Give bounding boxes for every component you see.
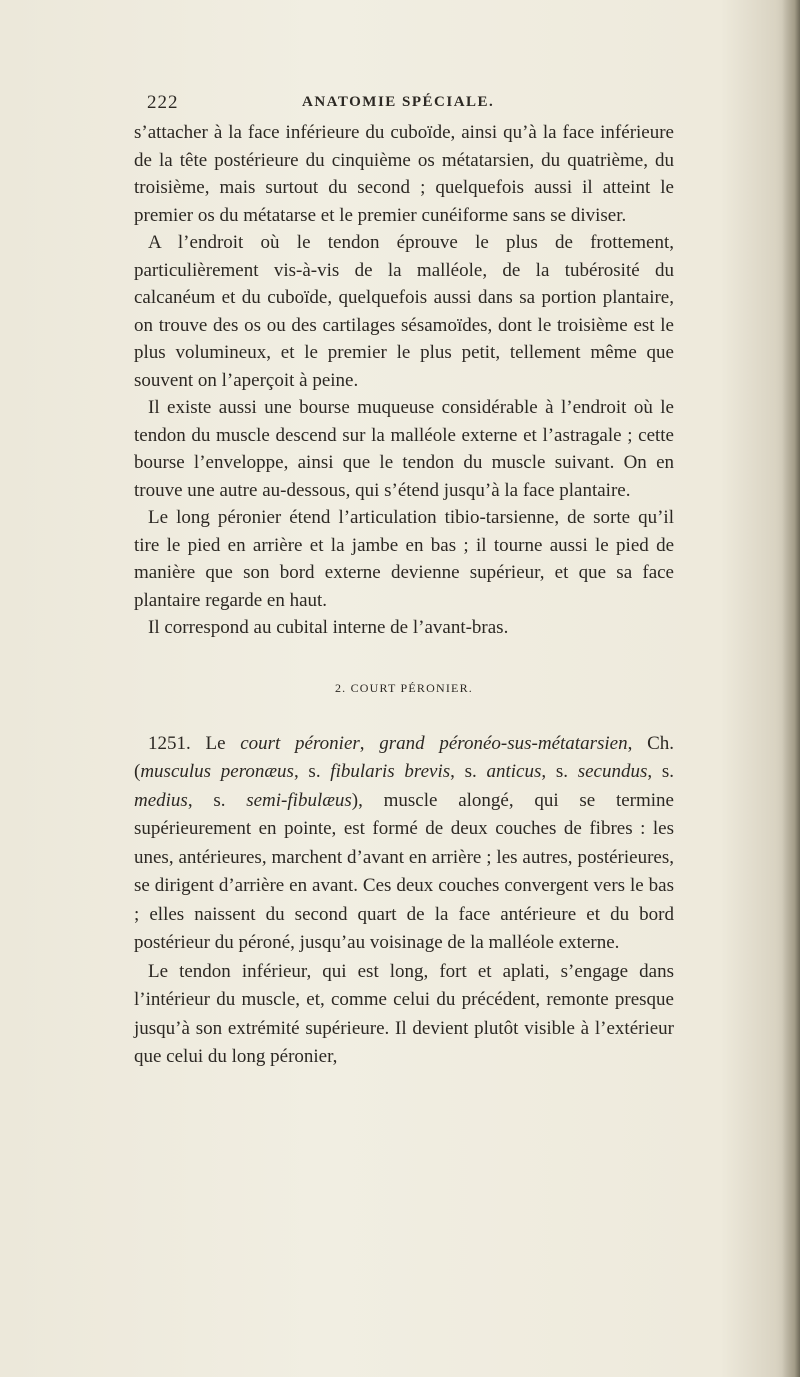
text-run: , s. (293, 761, 331, 782)
latin-name: anticus (486, 761, 542, 782)
text-run: , s. (187, 789, 247, 811)
running-head: ANATOMIE SPÉCIALE. (302, 94, 495, 110)
text-run: ), muscle alongé, qui se termine supérieurement en pointe, est formé de deux couches de fibres : les unes, antérieures, marchent d’avant en arrière ; les autres, postérieures, se dirigent d’arrière en avant. Ces deux couches convergent vers le bas ; elles naissent du second quart de la face antérieure et du bord postérieur du péroné, jusqu’au voisinage de la malléole externe. (134, 789, 674, 953)
latin-name: secundus (577, 761, 648, 782)
muscle-synonym: grand péronéo-sus-métatarsien (379, 732, 628, 754)
article-number: 1251. (148, 732, 191, 754)
text-run: , s. (450, 761, 487, 782)
paragraph: Il existe aussi une bourse muqueuse considérable à l’endroit où le tendon du muscle descend sur la malléole externe et l’astragale ; cette bourse l’enveloppe, ainsi que le tendon du muscle suivant. On en trouve une autre au-dessous, qui s’étend jusqu’à la face plantaire. (134, 397, 674, 501)
paragraph: A l’endroit où le tendon éprouve le plus de frottement, particulièrement vis-à-vis de la malléole, de la tubérosité du calcanéum et du cuboïde, quelquefois aussi dans sa portion plantaire, on trouve des os ou des cartilages sésamoïdes, dont le troisième est le plus volumineux, et le premier le plus petit, tellement même que souvent on l’aperçoit à peine. (134, 232, 674, 391)
text-run: Le (205, 732, 226, 754)
section-2 (134, 730, 674, 1072)
latin-name: fibularis brevis (330, 761, 451, 782)
paragraph: s’attacher à la face inférieure du cuboïde, ainsi qu’à la face inférieure de la tête postérieure du cinquième os métatarsien, du quatrième, du troisième, mais surtout du second ; quelquefois aussi il atteint le premier os du métatarse et le premier cunéiforme sans se diviser. (134, 122, 674, 226)
body-text (134, 119, 674, 1072)
section-paragraph: Le tendon inférieur, qui est long, fort et aplati, s’engage dans l’intérieur du muscle, et, comme celui du précédent, remonte presque jusqu’à son extrémité supérieure. Il devient plutôt visible à l’extérieur que celui du long péronier, (134, 960, 674, 1067)
paragraph: Le long péronier étend l’articulation tibio-tarsienne, de sorte qu’il tire le pied en arrière et la jambe en bas ; il tourne aussi le pied de manière que son bord externe devienne supérieur, et que sa face plantaire regarde en haut. (134, 507, 674, 611)
text-run: , s. (647, 761, 674, 782)
text-run: , Ch. ( (134, 732, 674, 782)
page-header (147, 92, 677, 116)
latin-name: semi-fibulæus (246, 789, 352, 811)
text-run: , s. (541, 761, 578, 782)
latin-name: musculus peronæus (140, 761, 294, 782)
paragraph: Il correspond au cubital interne de l’avant-bras. (148, 617, 509, 638)
section-heading (134, 680, 674, 696)
muscle-name: court péronier (240, 732, 360, 754)
page-number: 222 (147, 92, 179, 113)
text-run: , (359, 732, 380, 754)
latin-name: medius (134, 789, 188, 811)
section-heading-text: 2. COURT PÉRONIER. (334, 680, 473, 695)
section-paragraph (134, 730, 674, 958)
page-edge-shadow (782, 0, 800, 1377)
